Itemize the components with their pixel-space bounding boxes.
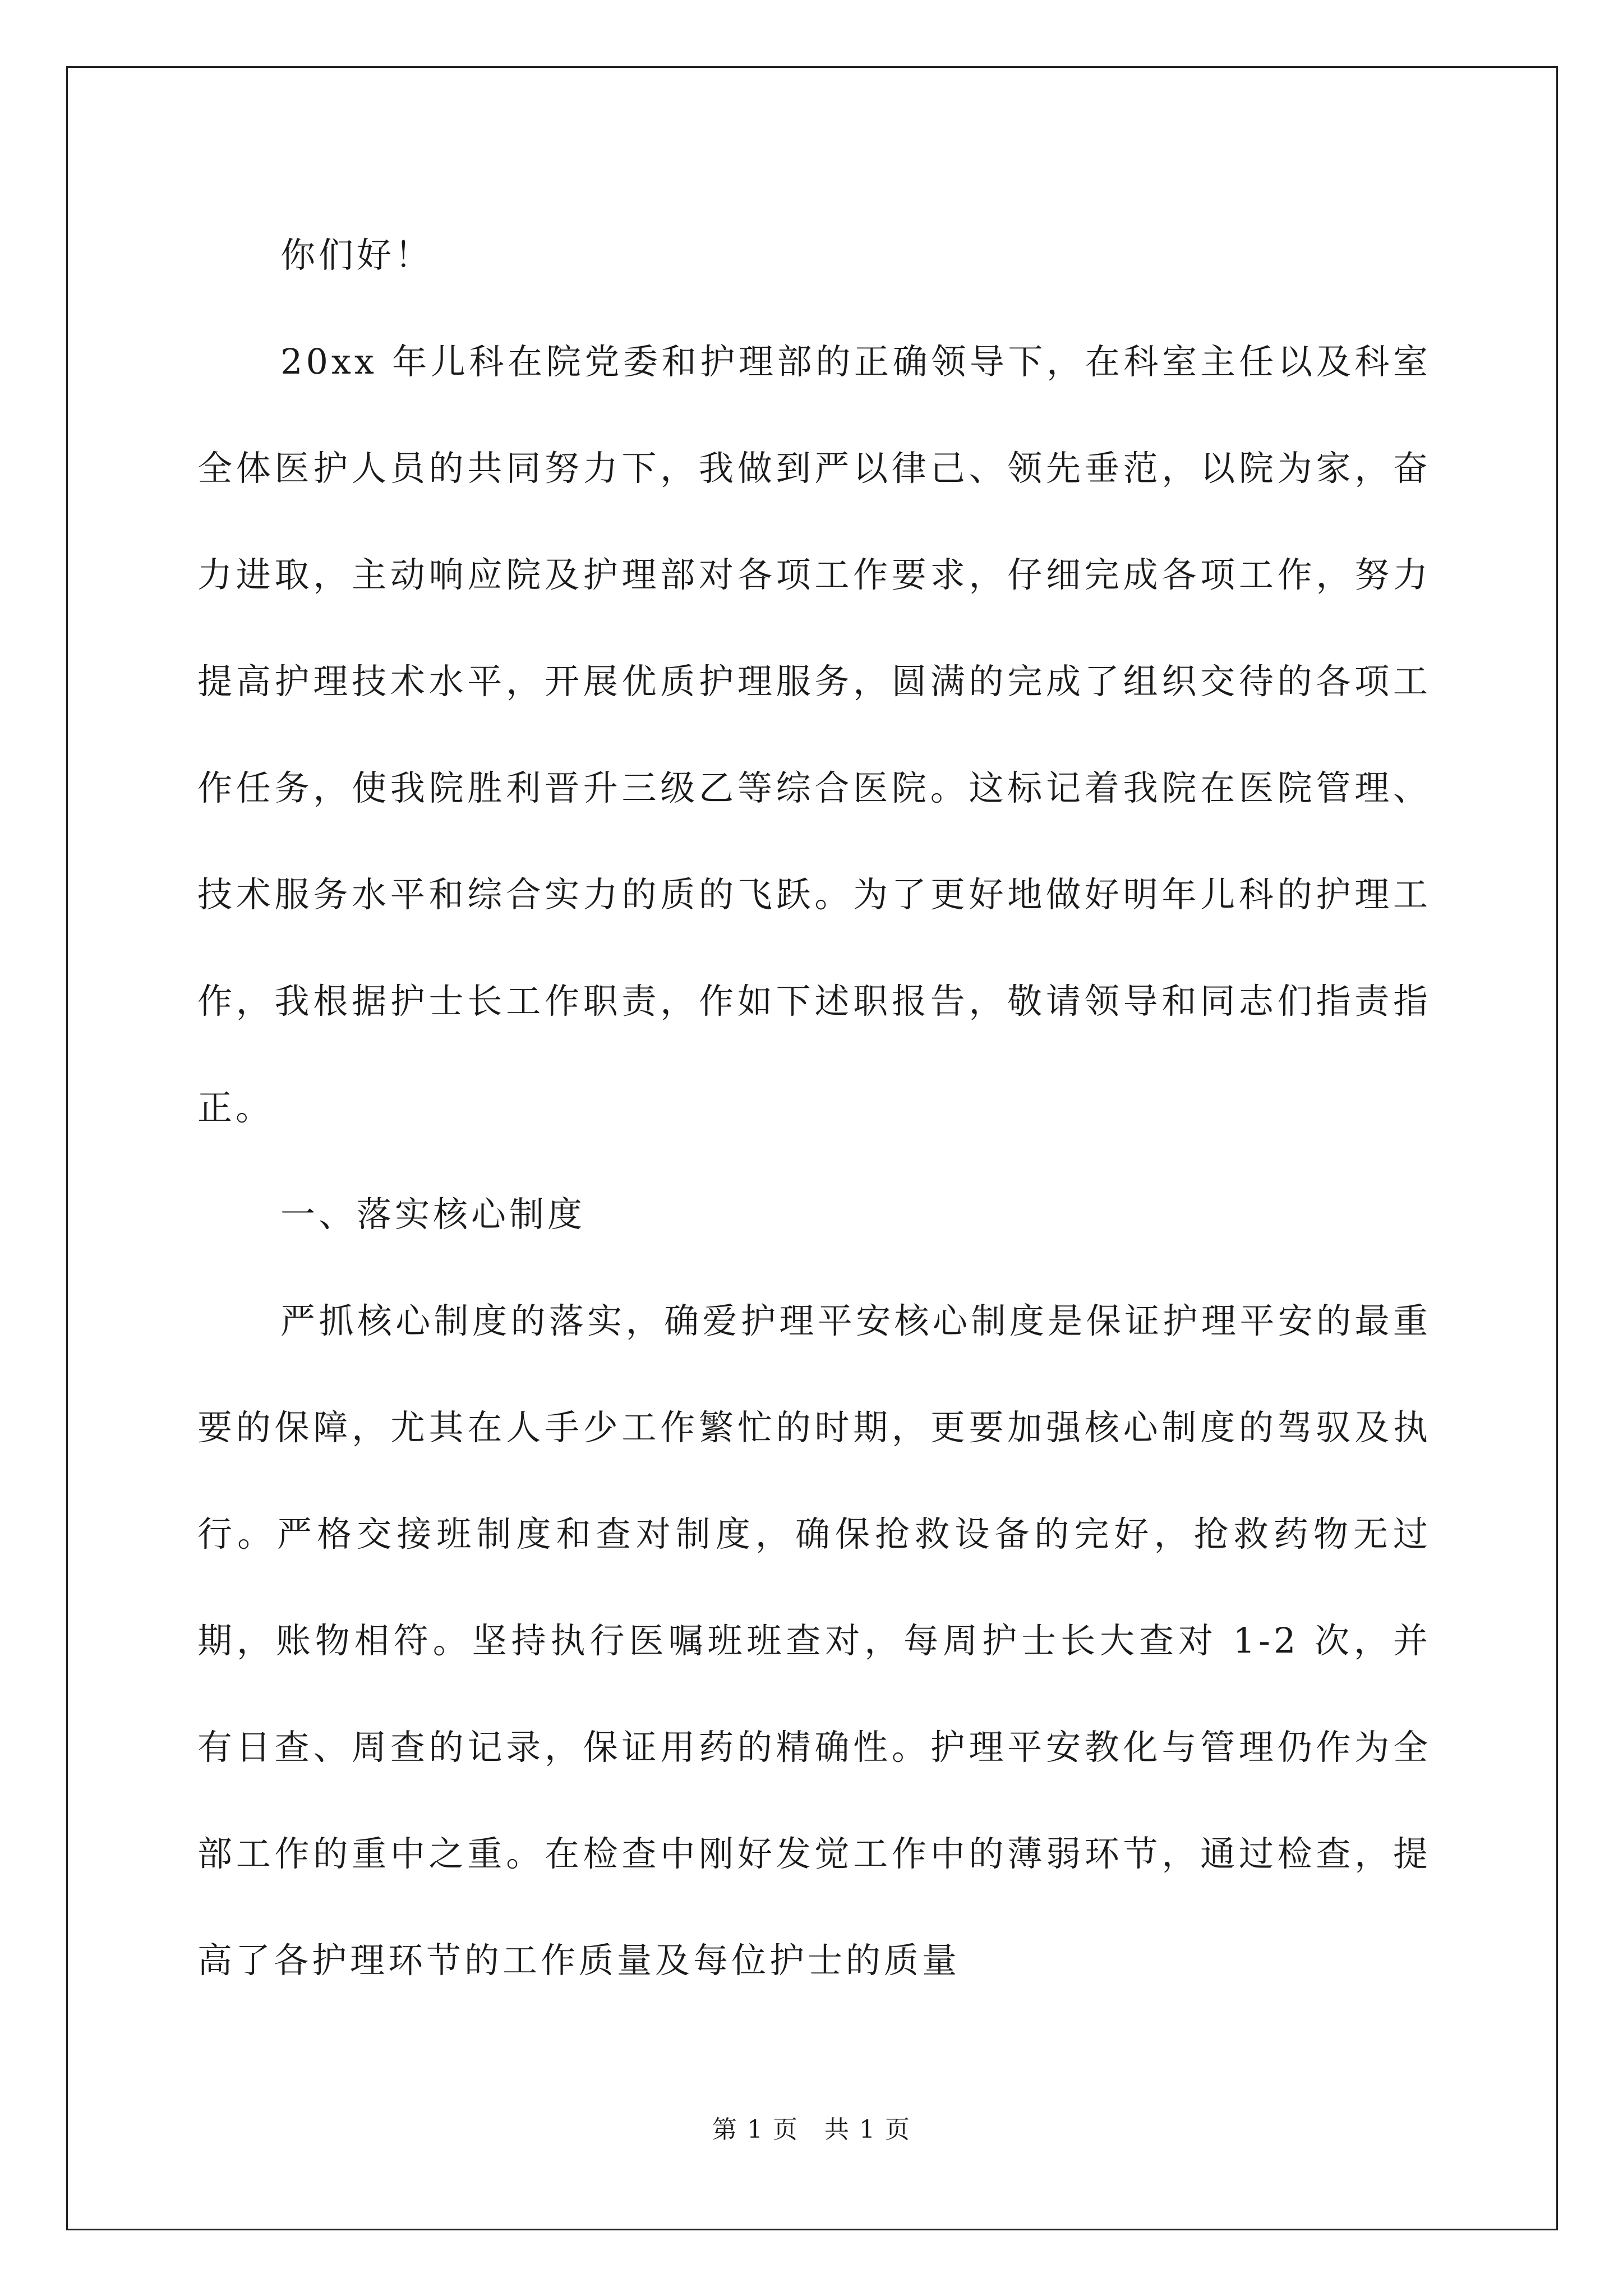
section-heading: 一、落实核心制度 bbox=[280, 1194, 586, 1235]
section-paragraph: 严抓核心制度的落实，确爱护理平安核心制度是保证护理平安的最重要的保障，尤其在人手少工作繁忙的时期，更要加强核心制度的驾驭及执行。严格交接班制度和查对制度，确保抢救设备的完好，抢救药物无过期，账物相符。坚持执行医嘱班班查对，每周护士长大查对 1-2 次，并有日查、周查的记录，保证用药的精确性。护理平安教化与管理仍作为全部工作的重中之重。在检查中刚好发觉工作中的薄弱环节，通过检查，提高了各护理环节的工作质量及每位护士的质量 bbox=[197, 1300, 1431, 1981]
document-body bbox=[197, 202, 1431, 2014]
greeting: 你们好！ bbox=[280, 234, 434, 275]
page-number-footer: 第 1 页 共 1 页 bbox=[712, 2115, 911, 2144]
intro-paragraph: 20xx 年儿科在院党委和护理部的正确领导下，在科室主任以及科室全体医护人员的共同努力下，我做到严以律己、领先垂范，以院为家，奋力进取，主动响应院及护理部对各项工作要求，仔细完成各项工作，努力提高护理技术水平，开展优质护理服务，圆满的完成了组织交待的各项工作任务，使我院胜利晋升三级乙等综合医院。这标记着我院在医院管理、技术服务水平和综合实力的质的飞跃。为了更好地做好明年儿科的护理工作，我根据护士长工作职责，作如下述职报告，敬请领导和同志们指责指正。 bbox=[197, 341, 1431, 1128]
